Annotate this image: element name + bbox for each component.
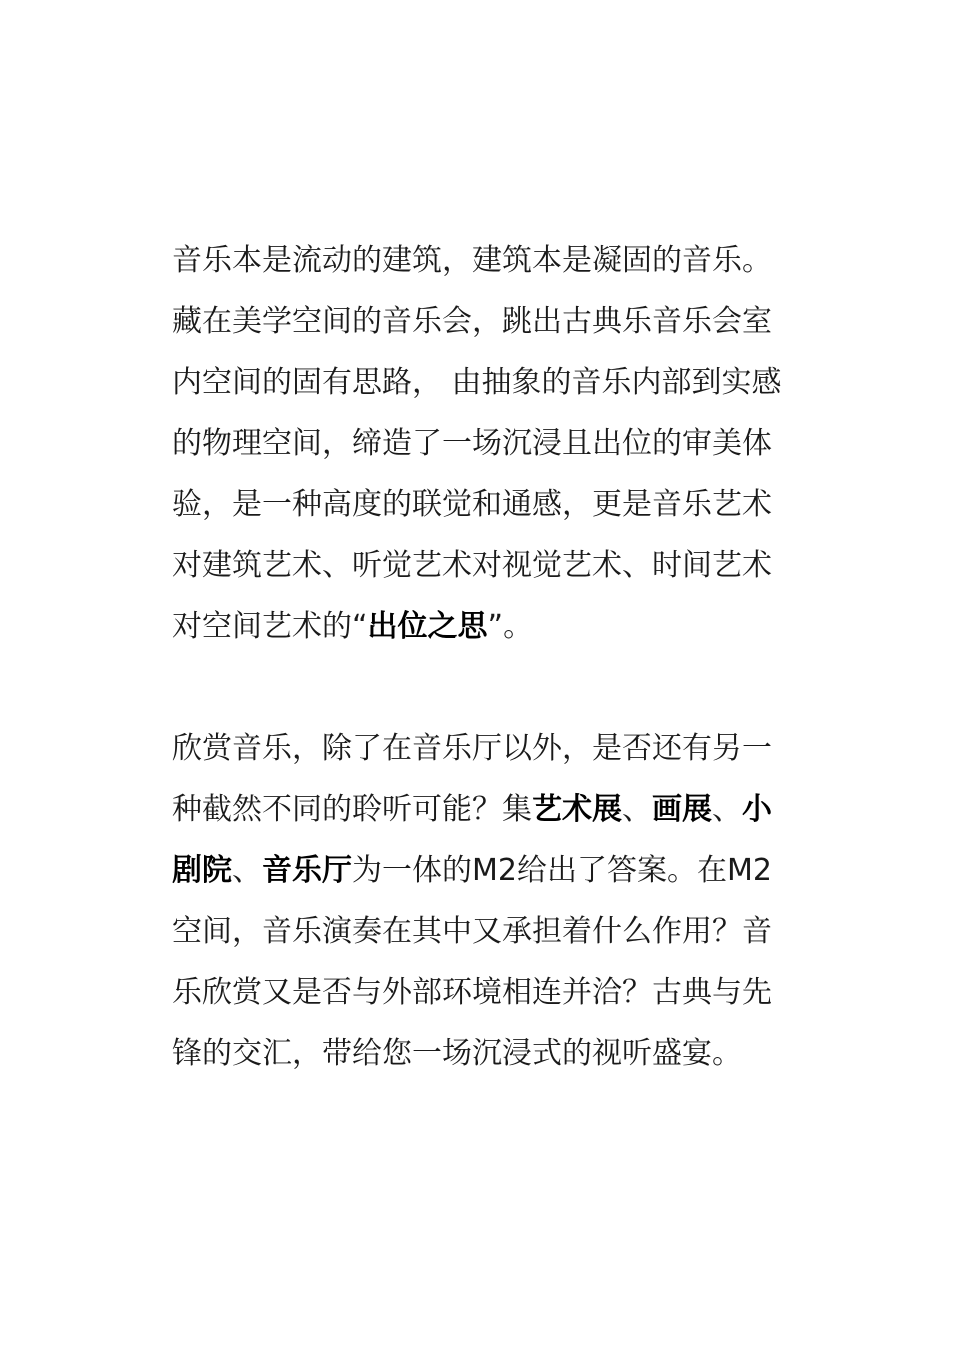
body-text: 、: [232, 853, 262, 888]
text-line: [172, 779, 792, 840]
emphasis-text: 剧院: [172, 853, 232, 888]
text-line: [172, 840, 792, 901]
body-text: 、: [712, 792, 742, 827]
body-text: 为一体的M2给出了答案。在M2: [352, 853, 772, 888]
body-text: 对建筑艺术、听觉艺术对视觉艺术、时间艺术: [172, 548, 772, 583]
body-text: 验，是一种高度的联觉和通感，更是音乐艺术: [172, 487, 772, 522]
body-text: 、: [622, 792, 652, 827]
text-line: [172, 901, 792, 962]
text-line: [172, 718, 792, 779]
text-line: [172, 352, 792, 413]
body-text: 藏在美学空间的音乐会，跳出古典乐音乐会室: [172, 304, 772, 339]
text-line: [172, 535, 792, 596]
text-line: [172, 291, 792, 352]
emphasis-text: 小: [742, 792, 772, 827]
body-text: 的物理空间，缔造了一场沉浸且出位的审美体: [172, 426, 772, 461]
body-text: 内空间的固有思路， 由抽象的音乐内部到实感: [172, 365, 782, 400]
emphasis-text: 出位之思: [367, 609, 488, 644]
body-text: 锋的交汇，带给您一场沉浸式的视听盛宴。: [172, 1036, 742, 1071]
emphasis-text: 艺术展: [532, 792, 622, 827]
body-text: 音乐本是流动的建筑，建筑本是凝固的音乐。: [172, 243, 772, 278]
body-text: ”。: [487, 609, 534, 644]
body-text: 种截然不同的聆听可能？集: [172, 792, 532, 827]
body-text: 对空间艺术的“: [172, 609, 368, 644]
emphasis-text: 音乐厅: [262, 853, 352, 888]
text-line: [172, 1023, 792, 1084]
article-body: [172, 230, 792, 1084]
body-text: 欣赏音乐，除了在音乐厅以外，是否还有另一: [172, 731, 772, 766]
text-line: [172, 474, 792, 535]
text-line: [172, 413, 792, 474]
emphasis-text: 画展: [652, 792, 712, 827]
body-text: 空间，音乐演奏在其中又承担着什么作用？音: [172, 914, 772, 949]
paragraph-2: [172, 718, 792, 1084]
text-line: [172, 230, 792, 291]
text-line: [172, 962, 792, 1023]
body-text: 乐欣赏又是否与外部环境相连并洽？古典与先: [172, 975, 772, 1010]
text-line: [172, 596, 792, 657]
paragraph-1: [172, 230, 792, 657]
